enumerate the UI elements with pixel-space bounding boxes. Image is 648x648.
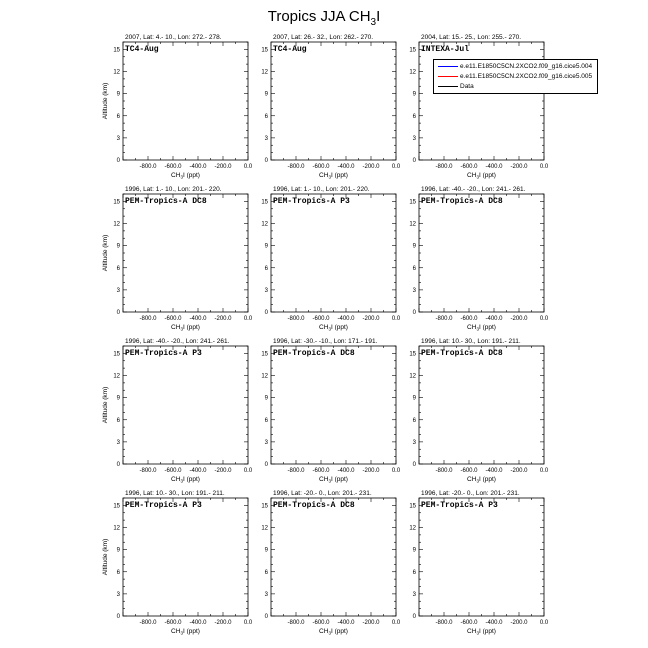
x-axis-label-prefix: CH [171,476,181,483]
panel-header: 1996, Lat: 10.- 30., Lon: 191.- 211. [125,490,225,497]
x-axis-label-prefix: CH [319,476,329,483]
y-axis-label: Altitude (km) [102,386,109,424]
x-axis-label-sub: 3 [476,174,479,180]
x-tick-label: -600.0 [164,316,182,322]
y-tick-label: 6 [116,569,120,576]
panel-frame [271,498,396,616]
x-tick-label: -400.0 [485,316,503,322]
y-tick-label: 6 [264,113,268,120]
y-tick-label: 6 [264,417,268,424]
panel-frame [271,42,396,160]
y-tick-label: 9 [264,243,268,250]
legend-item-3 [434,82,597,91]
x-axis-label-sub: 3 [328,630,331,636]
y-tick-label: 3 [116,135,120,142]
x-axis-label-suffix: I (ppt) [182,324,200,331]
panel-header: 1996, Lat: 10.- 30., Lon: 191.- 211. [421,338,521,345]
x-axis-label [171,476,200,484]
x-axis-label-suffix: I (ppt) [478,476,496,483]
y-tick-label: 0 [412,462,416,468]
x-tick-label: 0.0 [391,316,401,322]
panel-7 [102,338,253,484]
x-axis-label [319,172,348,180]
y-tick-label: 9 [116,243,120,250]
x-tick-label: -400.0 [189,620,207,626]
y-tick-label: 3 [264,287,268,294]
panel-campaign-label: PEM-Tropics-A DC8 [273,501,355,510]
x-tick-label: -600.0 [164,164,182,170]
panel-frame [271,346,396,464]
x-tick-label: -800.0 [139,164,157,170]
x-tick-label: -800.0 [139,316,157,322]
y-tick-label: 3 [116,439,120,446]
x-tick-label: -800.0 [287,468,305,474]
x-tick-label: 0.0 [539,164,549,170]
y-tick-label: 9 [264,395,268,402]
panel-campaign-label: PEM-Tropics-A P3 [125,501,202,510]
x-tick-label: -200.0 [362,620,380,626]
x-axis-label-suffix: I (ppt) [330,476,348,483]
y-tick-label: 6 [412,417,416,424]
x-axis-label [319,476,348,484]
x-tick-label: -800.0 [435,468,453,474]
x-axis-label-prefix: CH [319,324,329,331]
panel-header: 2004, Lat: 15.- 25., Lon: 255.- 270. [421,34,522,41]
panel-campaign-label: INTEXA-Jul [421,45,470,54]
y-axis-label: Altitude (km) [102,538,109,576]
x-tick-label: -200.0 [214,164,232,170]
legend-line-blue [438,66,458,67]
x-tick-label: -200.0 [362,468,380,474]
panel-frame [123,498,248,616]
x-tick-label: 0.0 [539,620,549,626]
x-axis-label [467,172,496,180]
x-tick-label: -600.0 [312,468,330,474]
x-tick-label: -600.0 [460,468,478,474]
x-tick-label: -800.0 [435,164,453,170]
x-axis-label-prefix: CH [467,628,477,635]
x-tick-label: -600.0 [312,164,330,170]
legend-line-black [438,86,458,87]
panel-campaign-label: TC4-Aug [125,45,159,54]
x-tick-label: -600.0 [460,316,478,322]
x-axis-label-sub: 3 [328,174,331,180]
y-tick-label: 15 [409,199,416,206]
legend-item-2 [434,72,597,81]
x-axis-label-prefix: CH [171,172,181,179]
legend-line-red [438,76,458,77]
x-axis-label [319,628,348,636]
x-tick-label: -400.0 [485,620,503,626]
panel-header: 2007, Lat: 26.- 32., Lon: 262.- 270. [273,34,374,41]
x-tick-label: -400.0 [337,316,355,322]
panel-header: 1996, Lat: -20.- 0., Lon: 201.- 231. [273,490,372,497]
x-axis-label-sub: 3 [476,630,479,636]
y-tick-label: 0 [412,614,416,620]
x-tick-label: -600.0 [460,620,478,626]
x-axis-label-prefix: CH [467,324,477,331]
panel-frame [123,194,248,312]
panel-campaign-label: TC4-Aug [273,45,307,54]
y-tick-label: 15 [261,351,268,358]
y-tick-label: 6 [412,113,416,120]
x-axis-label-prefix: CH [319,172,329,179]
x-axis-label-suffix: I (ppt) [330,324,348,331]
x-axis-label-sub: 3 [180,326,183,332]
y-tick-label: 0 [412,158,416,164]
x-axis-label [171,324,200,332]
panel-campaign-label: PEM-Tropics-A DC8 [125,197,207,206]
x-tick-label: -400.0 [337,164,355,170]
x-axis-label-sub: 3 [180,174,183,180]
x-axis-label-suffix: I (ppt) [330,628,348,635]
x-axis-label-sub: 3 [476,326,479,332]
x-tick-label: -800.0 [287,620,305,626]
y-axis-label: Altitude (km) [102,82,109,120]
x-tick-label: -200.0 [214,620,232,626]
y-tick-label: 6 [264,265,268,272]
x-axis-label [171,628,200,636]
x-axis-label-sub: 3 [328,326,331,332]
x-axis-label-sub: 3 [180,478,183,484]
y-tick-label: 0 [264,462,268,468]
panel-8 [261,338,401,484]
panel-campaign-label: PEM-Tropics-A P3 [421,501,498,510]
x-tick-label: 0.0 [539,468,549,474]
x-tick-label: -400.0 [337,468,355,474]
x-tick-label: -600.0 [312,620,330,626]
x-tick-label: -400.0 [189,468,207,474]
y-tick-label: 9 [116,547,120,554]
y-tick-label: 3 [412,287,416,294]
x-axis-label-sub: 3 [328,478,331,484]
y-tick-label: 6 [116,113,120,120]
y-tick-label: 12 [409,373,416,380]
title-suffix: I [376,8,381,25]
y-tick-label: 9 [412,547,416,554]
legend-label-1: e.e11.E1850C5CN.2XCO2.f09_g16.cice5.004 [460,63,593,70]
x-tick-label: -400.0 [485,468,503,474]
x-axis-label [319,324,348,332]
panel-5 [261,186,401,332]
y-tick-label: 15 [113,199,120,206]
legend-item-1 [434,62,597,71]
y-tick-label: 3 [116,591,120,598]
x-tick-label: 0.0 [391,164,401,170]
panel-9 [409,338,549,484]
panel-6 [409,186,549,332]
x-axis-label-sub: 3 [476,478,479,484]
x-axis-label-prefix: CH [467,476,477,483]
y-tick-label: 12 [409,69,416,76]
x-tick-label: -200.0 [510,164,528,170]
x-tick-label: -400.0 [189,316,207,322]
x-tick-label: -400.0 [485,164,503,170]
panel-frame [123,42,248,160]
title-subscript: 3 [370,17,377,28]
y-tick-label: 15 [113,503,120,510]
x-tick-label: -200.0 [214,316,232,322]
y-tick-label: 12 [261,69,268,76]
y-tick-label: 12 [113,221,120,228]
y-tick-label: 15 [113,351,120,358]
panel-frame [419,346,544,464]
y-tick-label: 12 [261,221,268,228]
panel-header: 1996, Lat: -40.- -20., Lon: 241.- 261. [421,186,526,193]
y-tick-label: 15 [261,47,268,54]
x-tick-label: 0.0 [391,620,401,626]
y-tick-label: 6 [116,417,120,424]
x-tick-label: -800.0 [139,620,157,626]
y-tick-label: 12 [261,373,268,380]
x-tick-label: 0.0 [243,164,253,170]
x-tick-label: -200.0 [214,468,232,474]
panel-campaign-label: PEM-Tropics-A DC8 [421,197,503,206]
x-tick-label: -200.0 [362,164,380,170]
x-axis-label-suffix: I (ppt) [478,324,496,331]
panel-frame [123,346,248,464]
y-tick-label: 3 [116,287,120,294]
y-tick-label: 3 [264,135,268,142]
y-tick-label: 0 [116,158,120,164]
y-tick-label: 9 [116,91,120,98]
x-axis-label-suffix: I (ppt) [182,476,200,483]
y-tick-label: 9 [264,547,268,554]
y-tick-label: 0 [412,310,416,316]
x-tick-label: -600.0 [164,468,182,474]
x-tick-label: -200.0 [362,316,380,322]
x-axis-label [467,628,496,636]
x-axis-label-sub: 3 [180,630,183,636]
y-tick-label: 3 [264,591,268,598]
panel-10 [102,490,253,636]
x-tick-label: 0.0 [243,620,253,626]
x-tick-label: 0.0 [243,468,253,474]
panel-3 [409,34,549,180]
x-tick-label: 0.0 [243,316,253,322]
x-tick-label: -200.0 [510,468,528,474]
x-tick-label: -600.0 [460,164,478,170]
y-tick-label: 6 [412,569,416,576]
x-axis-label-suffix: I (ppt) [182,628,200,635]
y-tick-label: 0 [264,310,268,316]
x-tick-label: 0.0 [539,316,549,322]
y-tick-label: 12 [113,373,120,380]
y-tick-label: 15 [409,47,416,54]
panel-campaign-label: PEM-Tropics-A P3 [273,197,350,206]
panel-header: 2007, Lat: 4.- 10., Lon: 272.- 278. [125,34,222,41]
panel-4 [102,186,253,332]
x-tick-label: -200.0 [510,620,528,626]
y-tick-label: 15 [113,47,120,54]
y-tick-label: 12 [113,525,120,532]
y-tick-label: 6 [116,265,120,272]
y-tick-label: 15 [409,503,416,510]
x-tick-label: -600.0 [164,620,182,626]
panel-frame [419,194,544,312]
y-tick-label: 0 [264,158,268,164]
x-tick-label: 0.0 [391,468,401,474]
y-tick-label: 3 [412,439,416,446]
title-text: Tropics JJA CH [267,8,371,25]
panel-12 [409,490,549,636]
y-tick-label: 3 [412,135,416,142]
panel-header: 1996, Lat: -40.- -20., Lon: 241.- 261. [125,338,230,345]
y-tick-label: 6 [264,569,268,576]
x-axis-label-prefix: CH [319,628,329,635]
x-axis-label-prefix: CH [171,324,181,331]
x-tick-label: -200.0 [510,316,528,322]
panel-frame [419,498,544,616]
panel-header: 1996, Lat: -20.- 0., Lon: 201.- 231. [421,490,520,497]
x-tick-label: -800.0 [139,468,157,474]
panel-header: 1996, Lat: 1.- 10., Lon: 201.- 220. [125,186,222,193]
panel-11 [261,490,401,636]
y-tick-label: 9 [412,91,416,98]
x-tick-label: -800.0 [435,316,453,322]
x-axis-label-suffix: I (ppt) [330,172,348,179]
y-tick-label: 3 [412,591,416,598]
x-axis-label [467,324,496,332]
x-axis-label-suffix: I (ppt) [182,172,200,179]
x-tick-label: -400.0 [189,164,207,170]
x-tick-label: -600.0 [312,316,330,322]
x-axis-label [171,172,200,180]
legend [433,59,598,94]
y-tick-label: 3 [264,439,268,446]
panel-campaign-label: PEM-Tropics-A DC8 [421,349,503,358]
x-axis-label-suffix: I (ppt) [478,628,496,635]
x-tick-label: -800.0 [435,620,453,626]
y-tick-label: 0 [116,310,120,316]
x-axis-label-prefix: CH [467,172,477,179]
y-tick-label: 15 [261,199,268,206]
y-tick-label: 12 [261,525,268,532]
panel-campaign-label: PEM-Tropics-A P3 [125,349,202,358]
x-tick-label: -800.0 [287,316,305,322]
y-tick-label: 15 [261,503,268,510]
y-tick-label: 15 [409,351,416,358]
y-tick-label: 0 [264,614,268,620]
y-tick-label: 12 [409,525,416,532]
legend-label-2: e.e11.E1850C5CN.2XCO2.f09_g16.cice5.005 [460,73,593,80]
y-tick-label: 6 [412,265,416,272]
x-axis-label [467,476,496,484]
y-tick-label: 9 [116,395,120,402]
panel-header: 1996, Lat: -30.- -10., Lon: 171.- 191. [273,338,378,345]
y-tick-label: 9 [412,243,416,250]
y-tick-label: 12 [113,69,120,76]
panel-2 [261,34,401,180]
legend-label-3: Data [460,83,474,90]
x-tick-label: -400.0 [337,620,355,626]
panel-header: 1996, Lat: 1.- 10., Lon: 201.- 220. [273,186,370,193]
panel-frame [271,194,396,312]
y-tick-label: 12 [409,221,416,228]
y-tick-label: 0 [116,462,120,468]
y-axis-label: Altitude (km) [102,234,109,272]
y-tick-label: 0 [116,614,120,620]
panel-1 [102,34,253,180]
x-tick-label: -800.0 [287,164,305,170]
y-tick-label: 9 [264,91,268,98]
x-axis-label-suffix: I (ppt) [478,172,496,179]
x-axis-label-prefix: CH [171,628,181,635]
panel-campaign-label: PEM-Tropics-A DC8 [273,349,355,358]
y-tick-label: 9 [412,395,416,402]
